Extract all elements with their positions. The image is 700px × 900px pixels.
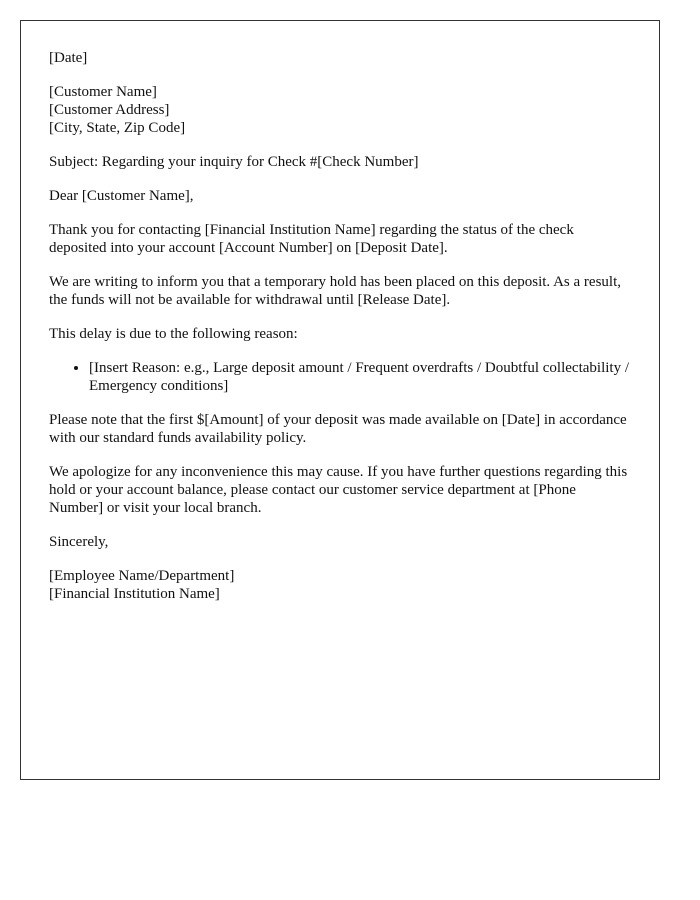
recipient-name: [Customer Name] xyxy=(49,84,157,100)
closing: Sincerely, xyxy=(49,534,109,550)
signature-employee: [Employee Name/Department] xyxy=(49,568,235,584)
paragraph-intro: Thank you for contacting [Financial Institution Name] regarding the status of the check deposited into your account [Account Number] on [Deposit Date]. xyxy=(49,222,574,256)
reason-item: • [Insert Reason: e.g., Large deposit amount / Frequent overdrafts / Doubtful collectability / Emergency conditions] xyxy=(89,359,631,395)
letter-page xyxy=(20,20,660,780)
recipient-block xyxy=(49,83,631,137)
subject-line: Subject: Regarding your inquiry for Check #[Check Number] xyxy=(49,154,419,170)
reason-list xyxy=(49,359,631,395)
paragraph-reason-intro: This delay is due to the following reason: xyxy=(49,326,298,342)
recipient-address: [Customer Address] xyxy=(49,102,170,118)
letter-date: [Date] xyxy=(49,50,88,66)
recipient-city-state-zip: [City, State, Zip Code] xyxy=(49,120,186,136)
paragraph-partial-availability: Please note that the first $[Amount] of your deposit was made available on [Date] in accordance with our standard funds availability policy. xyxy=(49,412,627,446)
signature-institution: [Financial Institution Name] xyxy=(49,586,220,602)
paragraph-hold-notice: We are writing to inform you that a temporary hold has been placed on this deposit. As a result, the funds will not be available for withdrawal until [Release Date]. xyxy=(49,274,621,308)
paragraph-apology-contact: We apologize for any inconvenience this may cause. If you have further questions regarding this hold or your account balance, please contact our customer service department at [Phone Number] or visit your local branch. xyxy=(49,464,628,516)
salutation: Dear [Customer Name], xyxy=(49,188,194,204)
signature-block xyxy=(49,567,631,603)
